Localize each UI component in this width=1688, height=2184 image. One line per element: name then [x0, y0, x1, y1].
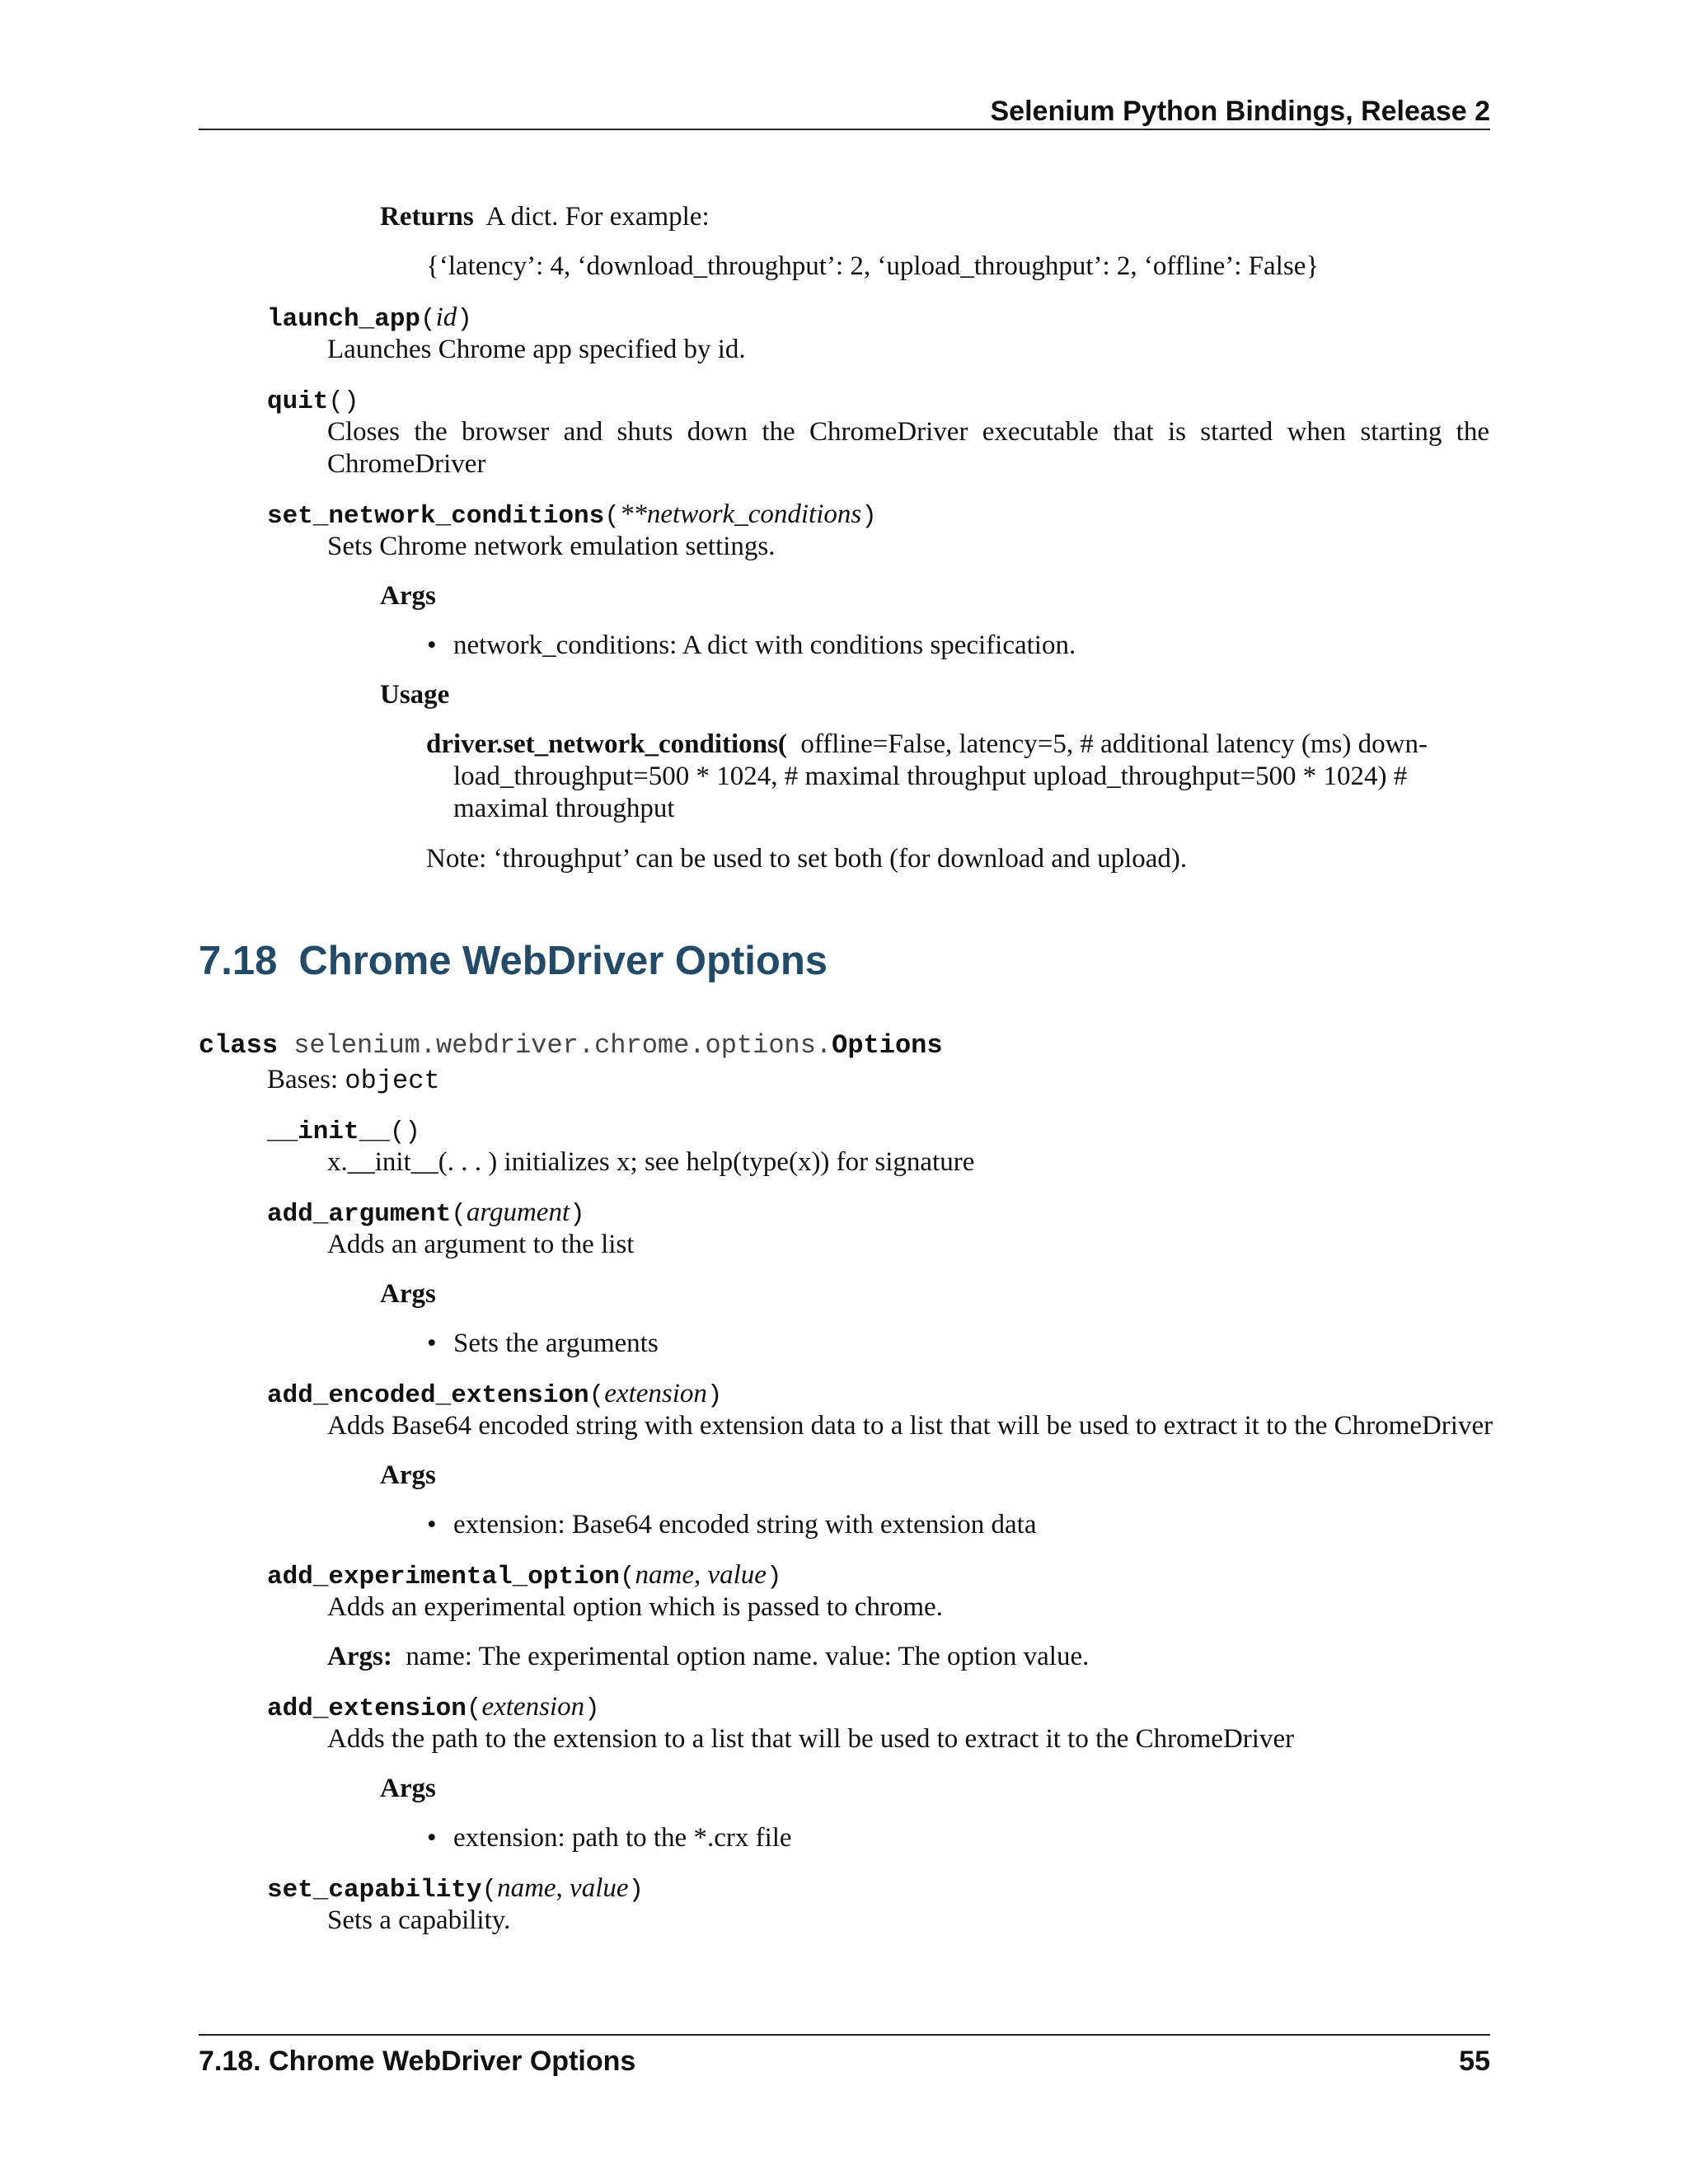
usage-call: driver.set_network_conditions(	[426, 729, 787, 759]
set-network-conditions-signature	[267, 498, 877, 533]
class-bases	[267, 1063, 440, 1098]
args-label: Args	[380, 581, 436, 611]
header-title: Selenium Python Bindings, Release 2	[990, 96, 1490, 127]
class-signature	[199, 1029, 943, 1062]
args-bullet: • extension: path to the *.crx file	[453, 1821, 792, 1854]
add-extension-signature	[267, 1690, 600, 1726]
launch-app-desc: Launches Chrome app specified by id.	[327, 335, 746, 364]
add-encoded-extension-signature	[267, 1377, 723, 1413]
method-name: set_capability	[267, 1876, 482, 1905]
param-value: value	[707, 1560, 767, 1590]
set-capability-signature	[267, 1872, 644, 1907]
page-header	[199, 91, 1490, 130]
footer-section: 7.18. Chrome WebDriver Options	[199, 2046, 636, 2077]
close-paren: )	[766, 1563, 782, 1591]
add-experimental-option-args	[327, 1640, 1089, 1673]
method-name: add_experimental_option	[267, 1563, 620, 1591]
page-number: 55	[1459, 2046, 1490, 2077]
param-separator: ,	[693, 1560, 708, 1590]
method-name: launch_app	[267, 305, 421, 334]
args-bullet: • Sets the arguments	[453, 1327, 659, 1360]
param: argument	[466, 1197, 570, 1227]
method-name: add_argument	[267, 1200, 452, 1229]
close-paren: )	[706, 1381, 723, 1410]
open-paren: (	[588, 1381, 605, 1410]
args-bullet: • network_conditions: A dict with conditions specification.	[453, 629, 1076, 662]
param: extension	[604, 1379, 707, 1408]
returns-line	[380, 200, 710, 233]
args-label: Args:	[327, 1642, 392, 1671]
open-paren: (	[604, 502, 620, 531]
quit-signature	[267, 383, 359, 419]
class-module: selenium.webdriver.chrome.options.	[293, 1030, 832, 1061]
class-keyword: class	[199, 1030, 279, 1061]
param-separator: ,	[556, 1873, 570, 1903]
close-paren: )	[628, 1876, 645, 1905]
returns-example: {‘latency’: 4, ‘download_throughput’: 2, ‘upload_throughput’: 2, ‘offline’: False}	[426, 251, 1320, 281]
add-experimental-option-desc: Adds an experimental option which is passed to chrome.	[327, 1592, 943, 1622]
close-paren: )	[584, 1694, 600, 1723]
usage-label: Usage	[380, 680, 450, 710]
set-network-conditions-desc: Sets Chrome network emulation settings.	[327, 532, 776, 561]
close-paren: )	[861, 502, 877, 531]
section-heading	[199, 938, 828, 984]
bases-value: object	[345, 1066, 440, 1096]
args-label: Args	[380, 1460, 436, 1490]
method-name: set_network_conditions	[267, 502, 605, 531]
launch-app-signature	[267, 301, 472, 336]
quit-desc-line2: ChromeDriver	[327, 449, 486, 479]
method-name: quit	[267, 387, 329, 416]
class-name: Options	[832, 1030, 943, 1061]
add-argument-desc: Adds an argument to the list	[327, 1230, 635, 1259]
param-name: name	[635, 1560, 694, 1590]
args-text: name: The experimental option name. value: The option value.	[406, 1642, 1090, 1671]
returns-text: A dict. For example:	[485, 202, 710, 232]
init-signature	[267, 1113, 420, 1149]
init-desc: x.__init__(. . . ) initializes x; see help(type(x)) for signature	[327, 1147, 975, 1177]
add-argument-signature	[267, 1196, 585, 1231]
param-value: value	[570, 1873, 629, 1903]
method-name: add_extension	[267, 1694, 467, 1723]
open-paren: (	[619, 1563, 635, 1591]
page-footer	[199, 2034, 1490, 2077]
method-name: __init__	[267, 1118, 390, 1146]
usage-params: offline=False, latency=5, # additional latency (ms) down-	[800, 729, 1428, 759]
returns-label: Returns	[380, 202, 474, 232]
usage-note: Note: ‘throughput’ can be used to set both (for download and upload).	[426, 844, 1188, 874]
parens: ()	[389, 1118, 421, 1146]
close-paren: )	[457, 305, 472, 334]
add-extension-desc: Adds the path to the extension to a list that will be used to extract it to the ChromeDriver	[327, 1724, 1295, 1754]
usage-line1	[426, 728, 1428, 761]
param: id	[435, 302, 457, 332]
bases-label: Bases:	[267, 1065, 339, 1094]
args-label: Args	[380, 1774, 436, 1803]
param: extension	[481, 1692, 585, 1722]
parens: ()	[328, 387, 359, 416]
open-paren: (	[420, 305, 436, 334]
section-number: 7.18	[199, 939, 278, 983]
args-label: Args	[380, 1279, 436, 1309]
section-title: Chrome WebDriver Options	[298, 939, 828, 983]
close-paren: )	[570, 1200, 585, 1229]
method-name: add_encoded_extension	[267, 1381, 589, 1410]
param: **network_conditions	[619, 499, 862, 529]
usage-line2: load_throughput=500 * 1024, # maximal throughput upload_throughput=500 * 1024) #	[453, 762, 1408, 791]
open-paren: (	[481, 1876, 498, 1905]
add-experimental-option-signature	[267, 1558, 782, 1594]
open-paren: (	[466, 1694, 482, 1723]
open-paren: (	[451, 1200, 467, 1229]
args-bullet: • extension: Base64 encoded string with extension data	[453, 1508, 1037, 1541]
param-name: name	[497, 1873, 556, 1903]
quit-desc-line1: Closes the browser and shuts down the ChromeDriver executable that is started when starting the	[327, 417, 1489, 447]
add-encoded-extension-desc: Adds Base64 encoded string with extension data to a list that will be used to extract it to the ChromeDriver	[327, 1411, 1493, 1441]
set-capability-desc: Sets a capability.	[327, 1905, 511, 1935]
usage-line3: maximal throughput	[453, 794, 675, 823]
